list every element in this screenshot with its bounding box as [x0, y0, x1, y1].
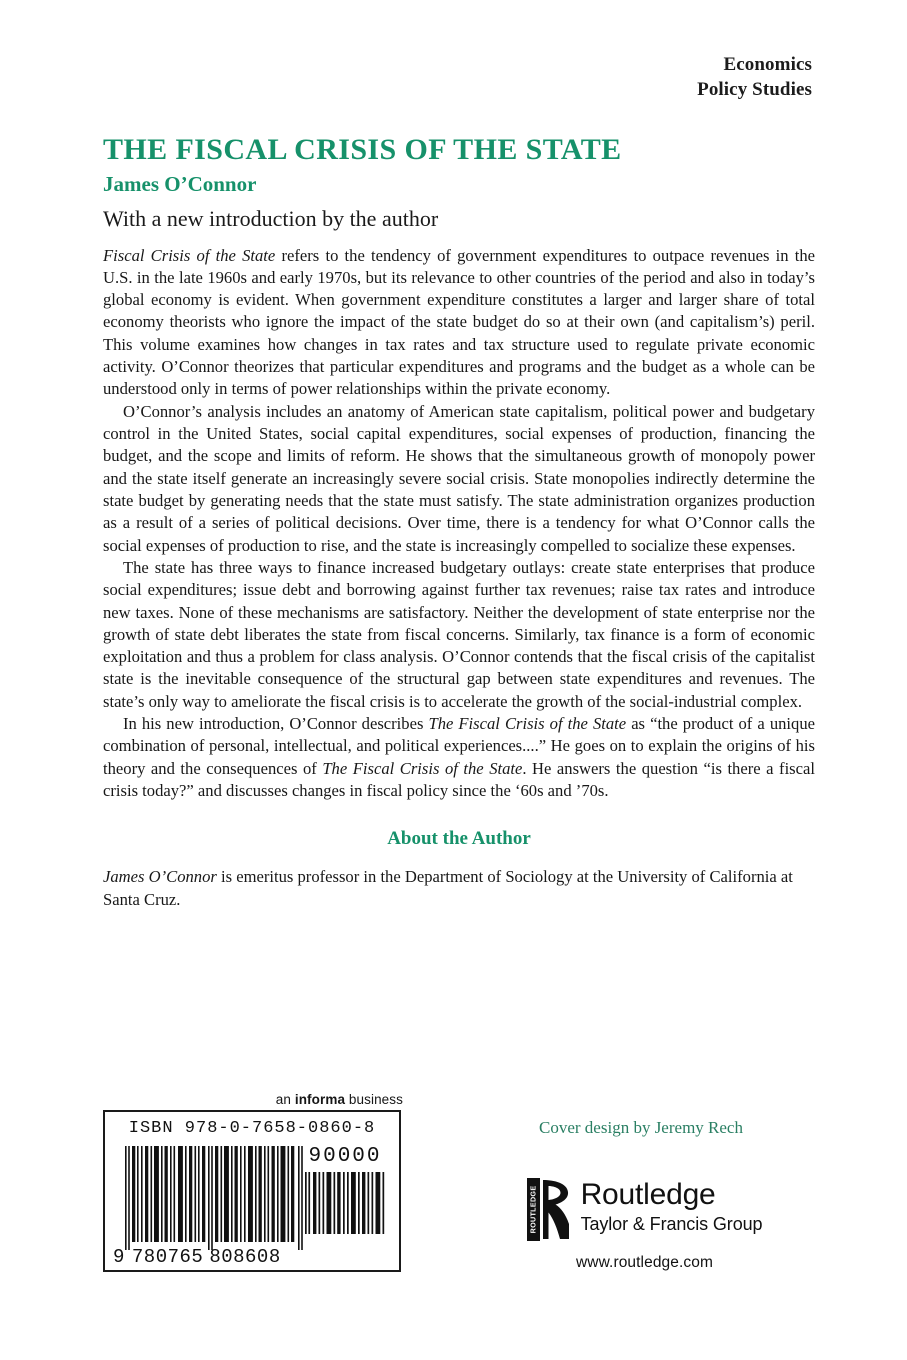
blurb-paragraph-4 [103, 713, 815, 802]
blurb-p1-body: refers to the tendency of government expenditures to outpace revenues in the U.S. in the late 1960s and early 1970s, but its relevance to other countries of the period and also in today’s global economy is evident. When government expenditure constitutes a larger and larger share of total economy theorists who ignore the impact of the state budget do so at their own (and capitalism’s) peril. This volume examines how changes in tax rates and tax structure used to regulate private economic activity. O’Connor theorizes that particular expenditures and programs and the budget as a whole can be understood only in terms of power relationships within the private economy. [103, 245, 816, 399]
blurb-p4-part-c: . He answers the question “is there a fiscal crisis today?” and discusses changes in fiscal policy since the ‘60s and ’70s. [103, 758, 815, 801]
blurb-paragraph-3: The state has three ways to finance increased budgetary outlays: create state enterprises that produce social expenditures; issue debt and borrowing against further tax revenues; raise tax rates and introduce new taxes. None of these mechanisms are satisfactory. Neither the development of state enterprise nor the growth of state debt liberates the state from fiscal concerns. Similarly, tax finance is a form of economic exploitation and thus a problem for class analysis. O’Connor contends that the fiscal crisis of the capitalist state is the inevitable consequence of the structural gap between state expenditures and revenues. The state’s only way to ameliorate the fiscal crisis is to accelerate the growth of the social-industrial complex. [103, 557, 815, 711]
blurb-p1-title-italic: Fiscal Crisis of the State [103, 245, 276, 265]
blurb-paragraph-2: O’Connor’s analysis includes an anatomy of American state capitalism, political power and budgetary control in the United States, social capital expenditures, social expenses of production, financing the budget, and the scope and limits of reform. He shows that the simultaneous growth of monopoly power and the state itself generate an increasingly severe social crisis. State monopolies indirectly determine the state budget by generating needs that the state must satisfy. The state administration organizes production as a result of a series of political decisions. Over time, there is a tendency for what O’Connor calls the social expenses of production to rise, and the state is increasingly compelled to socialize these expenses. [103, 401, 815, 555]
book-subtitle: With a new introduction by the author [103, 206, 439, 232]
page-title: THE FISCAL CRISIS OF THE STATE [103, 133, 622, 166]
ean13-digits [113, 1246, 303, 1268]
informa-suffix: business [345, 1092, 403, 1107]
isbn-barcode [103, 1110, 401, 1272]
isbn-number-text: ISBN 978-0-7658-0860-8 [128, 1119, 376, 1138]
publisher-tagline: Taylor & Francis Group [580, 1214, 763, 1234]
informa-prefix: an [275, 1092, 295, 1107]
blurb-p4-part-a: In his new introduction, O’Connor describes [123, 714, 429, 734]
informa-business-line [103, 1092, 403, 1107]
ean5-supplement-bars-icon [305, 1172, 385, 1234]
cover-design-credit: Cover design by Jeremy Rech [539, 1118, 743, 1137]
ean-group-2: 808608 [209, 1246, 281, 1268]
ean13-bars-icon [125, 1146, 305, 1250]
ean-lead-digit: 9 [113, 1246, 125, 1268]
publisher-name: Routledge [580, 1178, 716, 1211]
publisher-wordmark [581, 1178, 763, 1236]
series-category-header [697, 52, 812, 102]
svg-text:ROUTLEDGE: ROUTLEDGE [527, 1185, 537, 1234]
series-line-1: Economics [723, 54, 812, 75]
blurb-p4-part-b: as “the product of a unique combination of personal, intellectual, and political experiences....” He goes on to explain the origins of his theory and the consequences of [103, 714, 815, 778]
blurb-text [103, 245, 815, 803]
routledge-logo-icon [527, 1178, 571, 1241]
blurb-p4-title-italic-1: The Fiscal Crisis of the State [428, 714, 627, 734]
about-the-author-heading: About the Author [387, 828, 531, 850]
about-the-author-body [103, 866, 815, 911]
series-line-2: Policy Studies [697, 79, 812, 101]
about-author-description: is emeritus professor in the Department of Sociology at the University of California at Santa Cruz. [103, 867, 793, 909]
supplement-digits: 90000 [308, 1145, 382, 1168]
publisher-lockup [527, 1178, 763, 1241]
publisher-logo [470, 1178, 819, 1272]
book-author: James O’Connor [103, 172, 257, 196]
blurb-paragraph-1 [103, 245, 815, 401]
ean-group-1: 780765 [131, 1246, 204, 1268]
cover-content [103, 133, 815, 911]
blurb-p4-title-italic-2: The Fiscal Crisis of the State [322, 758, 523, 778]
about-author-name-italic: James O’Connor [103, 867, 217, 887]
routledge-mark-svg [527, 1178, 571, 1241]
informa-brand: informa [294, 1092, 346, 1107]
publisher-url: www.routledge.com [576, 1254, 713, 1271]
